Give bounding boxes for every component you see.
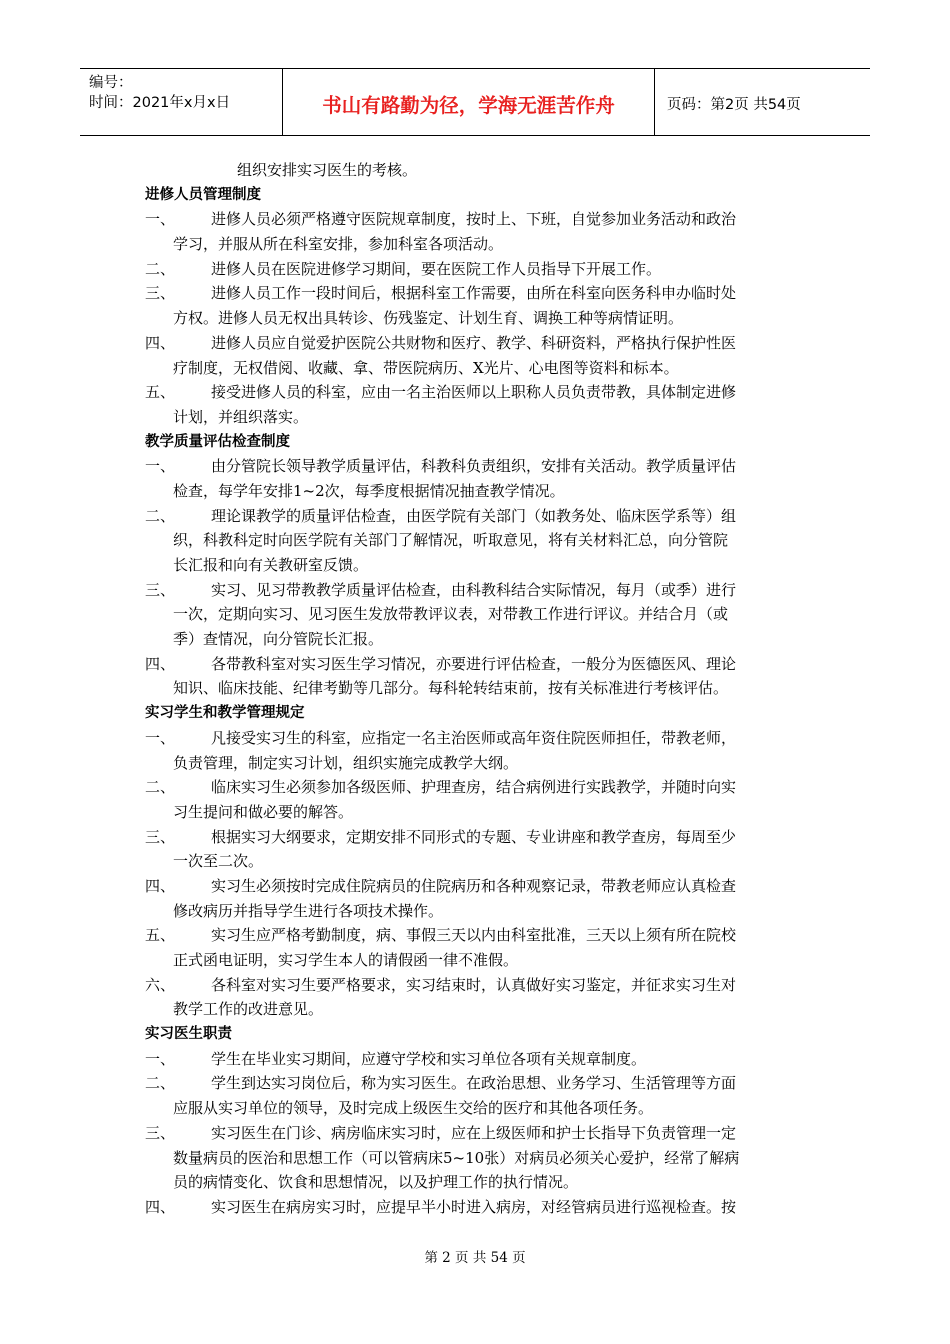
item-text-continued: 应服从实习单位的领导，及时完成上级医生交给的医疗和其他各项任务。 [173,1099,654,1118]
item-text-continued: 计划，并组织落实。 [173,407,309,426]
list-item [145,504,810,578]
item-text: 各科室对实习生要严格要求，实习结束时，认真做好实习鉴定，并征求实习生对 [211,975,737,994]
item-text-continued: 学习，并服从所在科室安排，参加科室各项活动。 [173,235,504,254]
list-item [145,1195,810,1220]
item-text: 实习、见习带教教学质量评估检查，由科教科结合实际情况，每月（或季）进行 [211,580,737,599]
item-text: 实习生必须按时完成住院病员的住院病历和各种观察记录，带教老师应认真检查 [211,876,737,895]
item-number: 二、 [145,506,176,525]
page-header [80,68,870,136]
item-text-continued: 知识、临床技能、纪律考勤等几部分。每科轮转结束前，按有关标准进行考核评估。 [173,679,729,698]
item-text: 各带教科室对实习医生学习情况，亦要进行评估检查，一般分为医德医风、理论 [211,654,737,673]
item-text-continued: 习生提问和做必要的解答。 [173,802,354,821]
item-text: 进修人员必须严格遵守医院规章制度，按时上、下班，自觉参加业务活动和政治 [211,210,737,229]
header-meta [80,69,283,135]
item-number: 一、 [145,728,176,747]
document-body [145,158,810,1220]
list-item [145,652,810,701]
item-text: 进修人员工作一段时间后，根据科室工作需要，由所在科室向医务科申办临时处 [211,284,737,303]
item-number: 二、 [145,259,176,278]
section-heading: 实习医生职责 [145,1026,232,1043]
item-text-continued: 数量病员的医治和思想工作（可以管病床5~10张）对病员必须关心爱护，经常了解病 [173,1148,740,1167]
item-text: 凡接受实习生的科室，应指定一名主治医师或高年资住院医师担任，带教老师， [211,728,737,747]
list-item [145,1121,810,1195]
item-number: 四、 [145,333,176,352]
item-text: 实习生应严格考勤制度，病、事假三天以内由科室批准，三天以上须有所在院校 [211,926,737,945]
list-item [145,257,810,282]
item-number: 一、 [145,1049,176,1068]
item-number: 三、 [145,580,176,599]
item-number: 五、 [145,926,176,945]
header-page-info: 页码：第2页 共54页 [667,96,801,113]
section-heading: 实习学生和教学管理规定 [145,705,305,722]
item-number: 五、 [145,383,176,402]
item-text: 实习医生在病房实习时，应提早半小时进入病房，对经管病员进行巡视检查。按 [211,1197,737,1216]
list-item [145,825,810,874]
list-item [145,923,810,972]
item-text: 进修人员应自觉爱护医院公共财物和医疗、教学、科研资料，严格执行保护性医 [211,333,737,352]
item-number: 三、 [145,1123,176,1142]
item-number: 二、 [145,778,176,797]
section-heading: 进修人员管理制度 [145,186,261,203]
date-label: 时间：2021年x月x日 [89,95,231,111]
item-text: 理论课教学的质量评估检查，由医学院有关部门（如教务处、临床医学系等）组 [211,506,737,525]
item-number: 四、 [145,876,176,895]
item-text-continued: 织，科教科定时向医学院有关部门了解情况，听取意见，将有关材料汇总，向分管院 [173,531,729,550]
list-item [145,454,810,503]
item-number: 四、 [145,654,176,673]
item-number: 三、 [145,284,176,303]
item-text: 由分管院长领导教学质量评估，科教科负责组织，安排有关活动。教学质量评估 [211,457,737,476]
item-text: 学生到达实习岗位后，称为实习医生。在政治思想、业务学习、生活管理等方面 [211,1074,737,1093]
item-text-continued: 季）查情况，向分管院长汇报。 [173,630,384,649]
item-number: 三、 [145,827,176,846]
list-item [145,331,810,380]
item-text-continued: 教学工作的改进意见。 [173,1000,324,1019]
item-text: 进修人员在医院进修学习期间，要在医院工作人员指导下开展工作。 [211,259,662,278]
item-text-continued: 检查，每学年安排1~2次，每季度根据情况抽查教学情况。 [173,481,565,500]
intro-line: 组织安排实习医生的考核。 [237,161,418,179]
list-item [145,207,810,256]
page-footer: 第 2 页 共 54 页 [424,1250,526,1266]
item-text-continued: 员的病情变化、饮食和思想情况，以及护理工作的执行情况。 [173,1173,579,1192]
list-item [145,1071,810,1120]
item-text-continued: 一次至二次。 [173,852,264,871]
item-text-continued: 一次，定期向实习、见习医生发放带教评议表，对带教工作进行评议。并结合月（或 [173,605,729,624]
item-text-continued: 修改病历并指导学生进行各项技术操作。 [173,901,444,920]
item-number: 一、 [145,210,176,229]
item-text-continued: 长汇报和向有关教研室反馈。 [173,556,369,574]
item-number: 六、 [145,975,176,994]
item-text: 接受进修人员的科室，应由一名主治医师以上职称人员负责带教，具体制定进修 [211,383,737,402]
item-text-continued: 负责管理，制定实习计划，组织实施完成教学大纲。 [173,753,519,772]
item-number: 四、 [145,1197,176,1216]
item-text-continued: 疗制度，无权借阅、收藏、拿、带医院病历、X光片、心电图等资料和标本。 [173,358,679,377]
item-number: 二、 [145,1074,176,1093]
list-item [145,578,810,652]
list-item [145,973,810,1022]
list-item [145,726,810,775]
item-text: 临床实习生必须参加各级医师、护理查房，结合病例进行实践教学，并随时向实 [211,778,737,797]
item-text: 根据实习大纲要求，定期安排不同形式的专题、专业讲座和教学查房，每周至少 [211,827,737,846]
section-heading: 教学质量评估检查制度 [145,433,290,450]
list-item [145,874,810,923]
list-item [145,775,810,824]
item-text: 实习医生在门诊、病房临床实习时，应在上级医师和护士长指导下负责管理一定 [211,1123,737,1142]
header-motto: 书山有路勤为径，学海无涯苦作舟 [283,69,655,135]
item-text-continued: 正式函电证明，实习学生本人的请假函一律不准假。 [173,951,519,969]
list-item [145,281,810,330]
list-item [145,380,810,429]
item-text: 学生在毕业实习期间，应遵守学校和实习单位各项有关规章制度。 [211,1049,647,1068]
list-item [145,1047,810,1072]
item-text-continued: 方权。进修人员无权出具转诊、伤残鉴定、计划生育、调换工种等病情证明。 [173,309,684,328]
number-label: 编号： [89,75,133,91]
item-number: 一、 [145,457,176,476]
